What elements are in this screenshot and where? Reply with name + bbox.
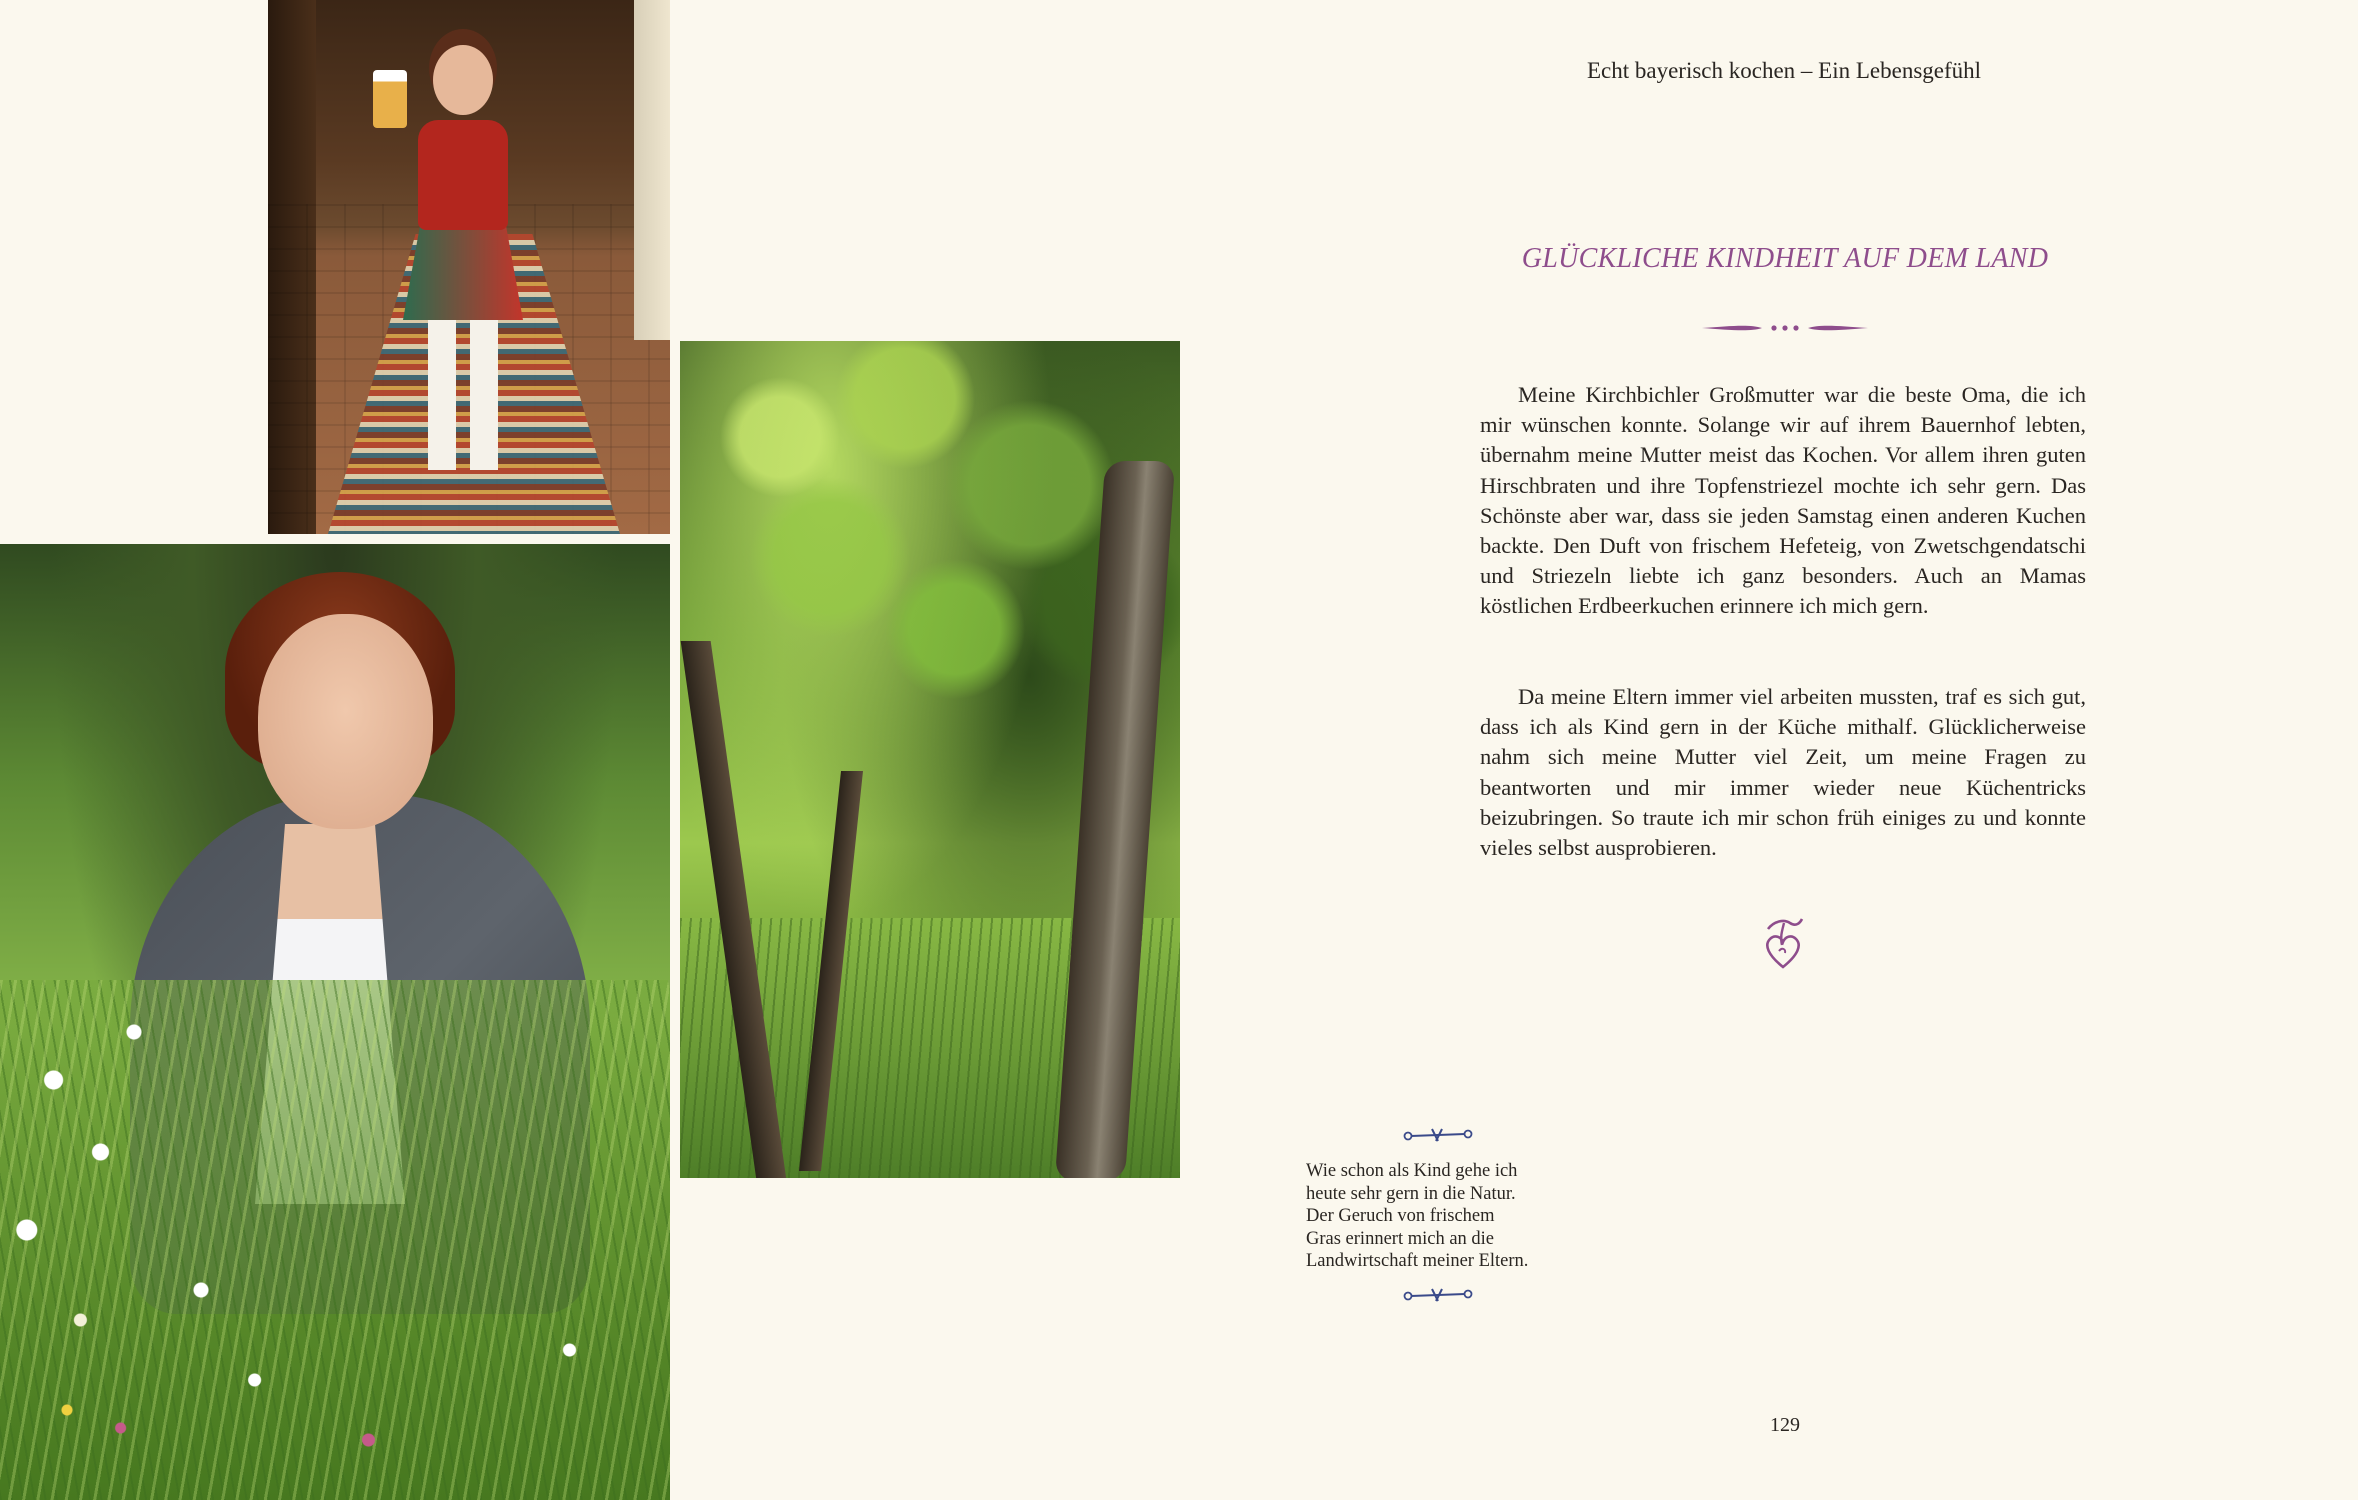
caption-ornament-top <box>1402 1126 1474 1144</box>
caption-line: Wie schon als Kind gehe ich <box>1306 1161 1518 1181</box>
caption-line: Landwirtschaft meiner Eltern. <box>1306 1251 1529 1272</box>
door-right <box>634 0 670 340</box>
page-number: 129 <box>1770 1414 1800 1436</box>
girl-head <box>433 45 493 115</box>
smiling-face <box>258 614 433 829</box>
paragraph-text: Da meine Eltern immer viel arbeiten mussten, traf es sich gut, dass ich als Kind gern in der Küche mithalf. Glücklicherweise nahm sich meine Mutter viel Zeit, um meine Fragen zu beantworten und mir immer wieder neue Küchentricks beizubringen. So traute ich mir schon früh einiges zu und konnte vieles selbst ausprobieren. <box>1480 684 2086 861</box>
meadow-flowers <box>0 900 670 1500</box>
running-head: Echt bayerisch kochen – Ein Lebensgefühl <box>1586 58 1982 83</box>
caption-text <box>1306 1160 1576 1273</box>
photo-caption <box>1306 1126 1576 1306</box>
caption-line: Gras erinnert mich an die <box>1306 1228 1495 1249</box>
beer-mug <box>373 70 407 128</box>
girl-dirndl <box>418 120 508 230</box>
body-paragraph-2 <box>1480 682 2086 863</box>
body-paragraph-1 <box>1480 380 2086 622</box>
girl-skirt <box>403 220 523 320</box>
heart-flourish-icon <box>1760 915 1806 971</box>
title-divider-ornament <box>1700 318 1870 338</box>
section-title: GLÜCKLICHE KINDHEIT AUF DEM LAND <box>1521 243 2049 274</box>
paragraph-text: Meine Kirchbichler Großmutter war die beste Oma, die ich mir wünschen konnte. Solange wir auf ihrem Bauernhof lebten, übernahm meine Mutter meist das Kochen. Vor allem ihren guten Hirschbraten und ihre Topfenstriezel mochte ich sehr gern. Das Schönste aber war, dass sie jeden Samstag einen anderen Kuchen backte. Den Duft von frischem Hefeteig, von Zwetschgendatschi und Striezeln liebte ich ganz besonders. Auch an Mamas köstlichen Erdbeerkuchen erinnere ich mich gern. <box>1480 382 2086 619</box>
caption-line: heute sehr gern in die Natur. <box>1306 1183 1516 1204</box>
girl-legs <box>428 320 498 470</box>
orchard-trees-photo <box>680 341 1180 1178</box>
meadow-photo <box>0 544 670 1500</box>
childhood-photo <box>268 0 670 534</box>
caption-ornament-bottom <box>1402 1286 1474 1304</box>
caption-line: Der Geruch von frischem <box>1306 1206 1495 1227</box>
